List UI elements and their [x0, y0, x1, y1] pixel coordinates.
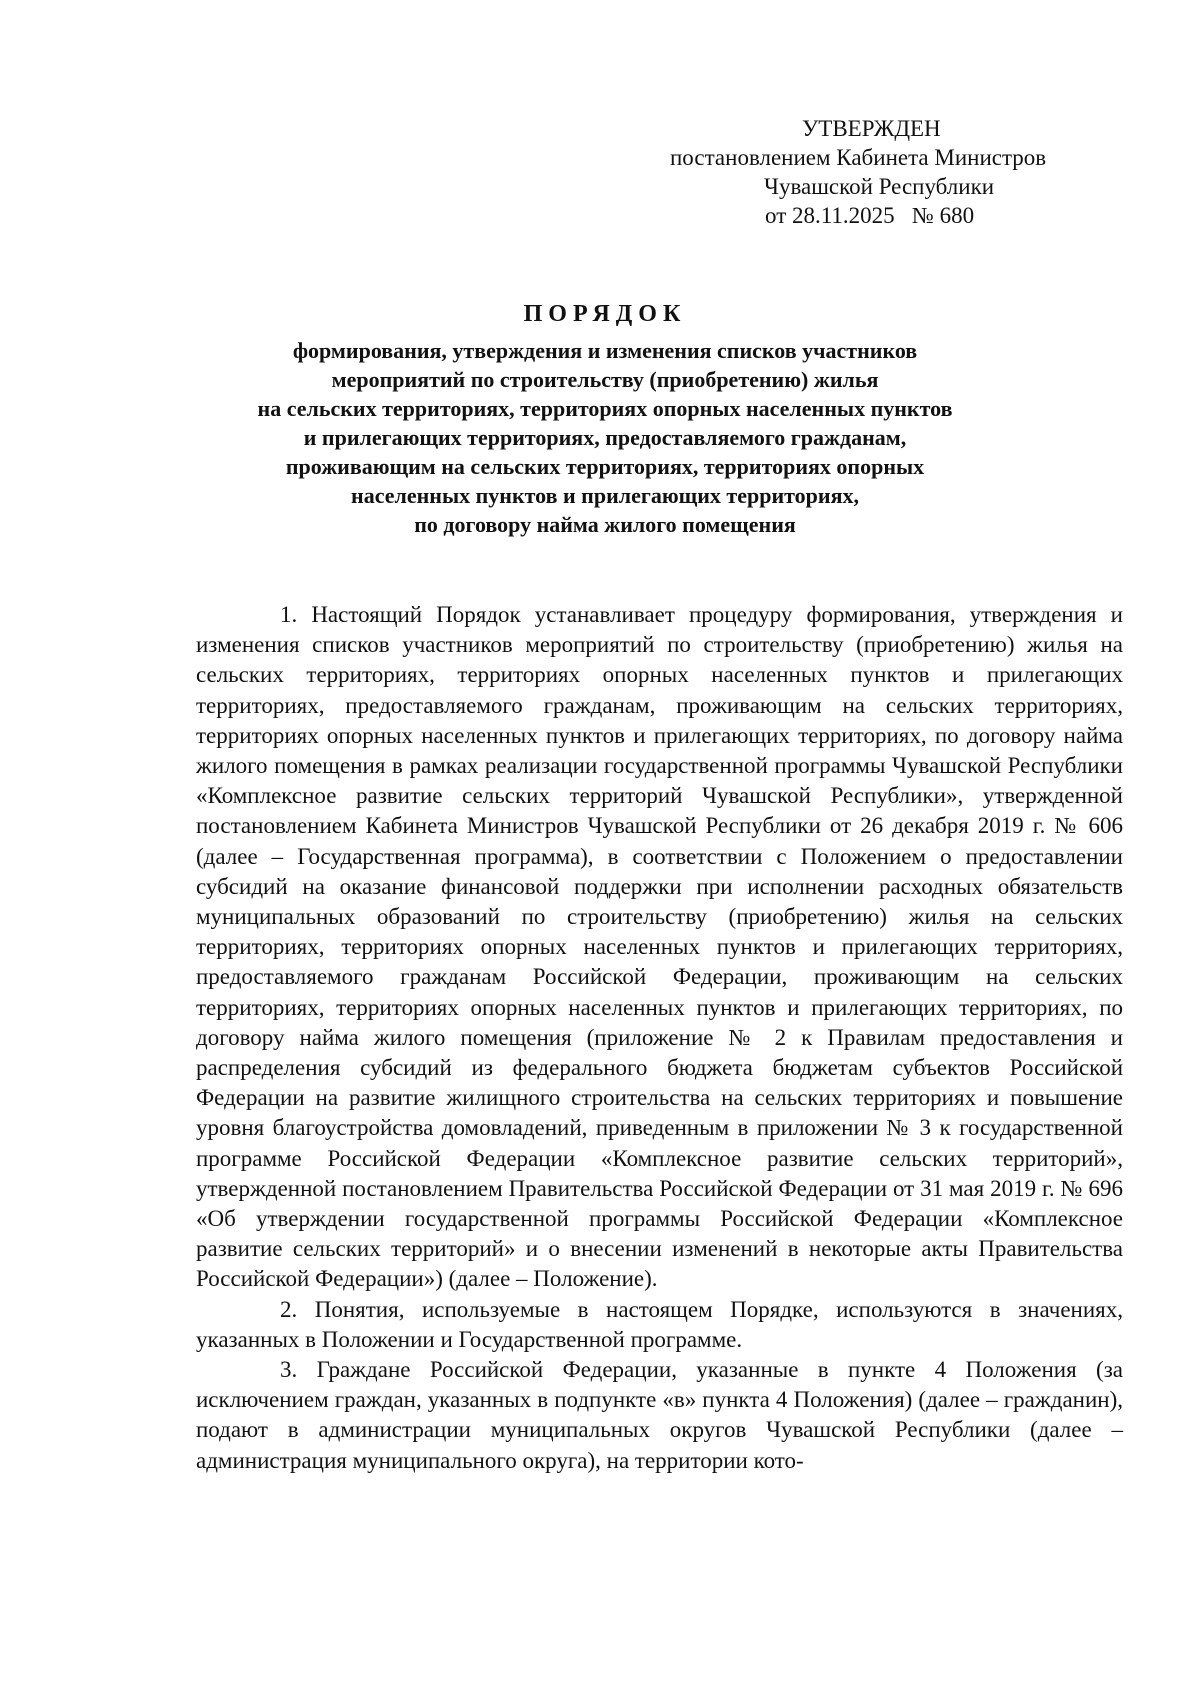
subtitle-line: на сельских территориях, территориях опорных населенных пунктов	[257, 396, 953, 421]
subtitle-line: по договору найма жилого помещения	[414, 512, 796, 537]
subtitle-line: и прилегающих территориях, предоставляемого гражданам,	[303, 425, 907, 450]
subtitle-line: населенных пунктов и прилегающих территориях,	[351, 483, 859, 508]
paragraph-2: 2. Понятия, используемые в настоящем Порядке, используются в значениях, указанных в Положении и Государственной программе.	[196, 1296, 1123, 1352]
document-title-block	[150, 300, 1060, 539]
subtitle-line: проживающим на сельских территориях, территориях опорных	[285, 454, 925, 479]
paragraph-1: 1. Настоящий Порядок устанавливает процедуру формирования, утверждения и изменения списков участников мероприятий по строительству (приобретению) жилья на сельских территориях, территориях опорных населенных пунктов и прилегающих территориях, предоставляемого гражданам, проживающим на сельских территориях, территориях опорных населенных пунктов и прилегающих территориях, по договору найма жилого помещения в рамках реализации государственной программы Чувашской Республики «Комплексное развитие сельских территорий Чувашской Республики», утвержденной постановлением Кабинета Министров Чувашской Республики от 26 декабря 2019 г. № 606 (далее – Государственная программа), в соответствии с Положением о предоставлении субсидий на оказание финансовой поддержки при исполнении расходных обязательств муниципальных образований по строительству (приобретению) жилья на сельских территориях, территориях опорных населенных пунктов и прилегающих территориях, предоставляемого гражданам Российской Федерации, проживающим на сельских территориях, территориях опорных населенных пунктов и прилегающих территориях, по договору найма жилого помещения (приложение № 2 к Правилам предоставления и распределения субсидий из федерального бюджета бюджетам субъектов Российской Федерации на развитие жилищного строительства на сельских территориях и повышение уровня благоустройства домовладений, приведенным в приложении № 3 к государственной программе Российской Федерации «Комплексное развитие сельских территорий», утвержденной постановлением Правительства Российской Федерации от 31 мая 2019 г. № 696 «Об утверждении государственной программы Российской Федерации «Комплексное развитие сельских территорий» и о внесении изменений в некоторые акты Правительства Российской Федерации») (далее – Положение).	[196, 602, 1123, 1292]
paragraph-3: 3. Граждане Российской Федерации, указанные в пункте 4 Положения (за исключением граждан, указанных в подпункте «в» пункта 4 Положения) (далее – гражданин), подают в администрации муниципальных округов Чувашской Республики (далее – администрация муниципального округа), на территории кото-	[196, 1357, 1123, 1473]
approval-date-number: от 28.11.2025 № 680	[765, 203, 975, 228]
document-body	[196, 600, 1123, 1476]
subtitle-line: формирования, утверждения и изменения списков участников	[292, 338, 918, 363]
approval-republic: Чувашской Республики	[764, 174, 995, 199]
approval-stamp	[670, 114, 1090, 230]
approval-heading: УТВЕРЖДЕН	[802, 116, 941, 141]
document-title: ПОРЯДОК	[523, 301, 687, 327]
subtitle-line: мероприятий по строительству (приобретению) жилья	[331, 367, 879, 392]
approval-authority: постановлением Кабинета Министров	[670, 145, 1047, 170]
